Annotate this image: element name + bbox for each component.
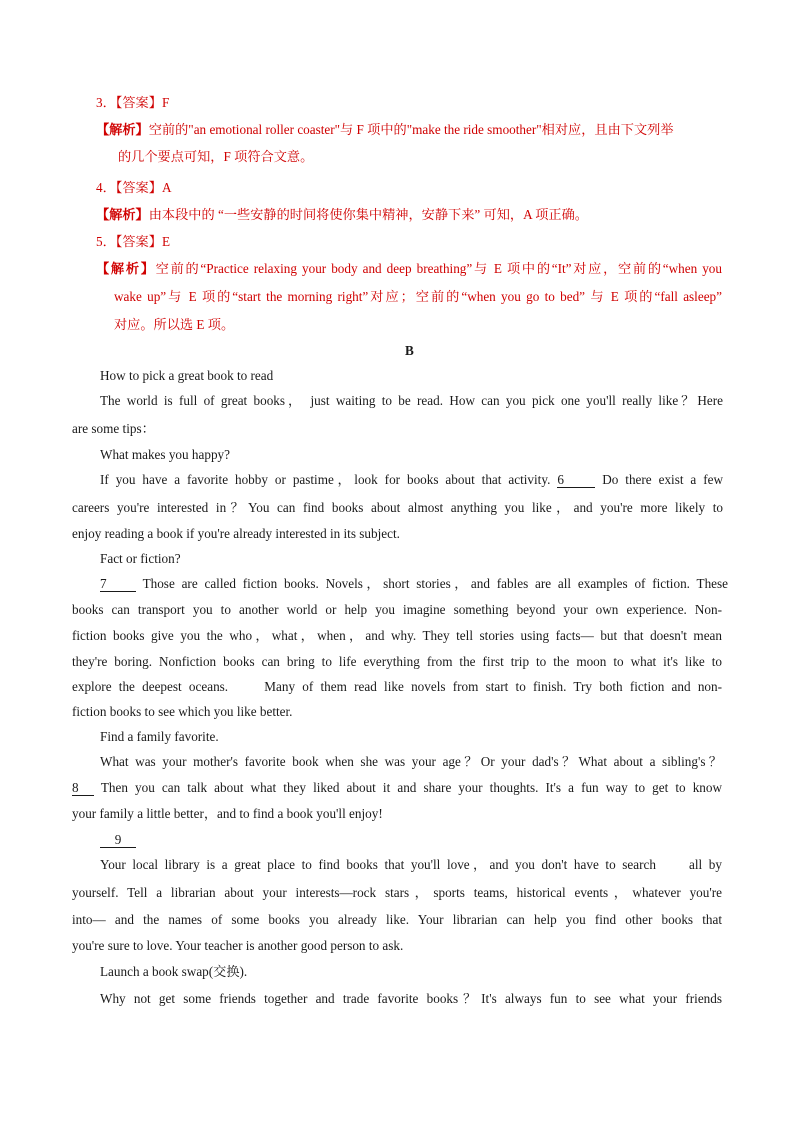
para3-line-1: What was your mother's favorite book when she was your age？Or your dad's？What about a sibling's？ [100, 754, 722, 769]
blank-6: 6 [557, 472, 595, 488]
passage-title: How to pick a great book to read [100, 368, 274, 383]
para1-line-1: If you have a favorite hobby or pastime，look for books about that activity. 6 Do there exist a few [100, 472, 723, 487]
para3-line-2: 8 Then you can talk about what they liked about it and share your thoughts. It's a fun way to get to know [72, 780, 722, 795]
blank-7: 7 [100, 576, 136, 592]
heading-what-makes-you-happy: What makes you happy? [100, 447, 231, 462]
answer-3: 3．【答案】F [96, 95, 170, 110]
analysis-4-line-1: 【解析】由本段中的 “一些安静的时间将使你集中精神，安静下来” 可知，A 项正确。 [96, 207, 588, 222]
para4-line-2: yourself. Tell a librarian about your interests—rock stars，sports teams, historical events，whatever you're [72, 885, 722, 900]
para2-line-3: fiction books give you the who，what，when，and why. They tell stories using facts— but that doesn't mean [72, 628, 722, 643]
para3-line-3: your family a little better，and to find a book you'll enjoy! [72, 806, 383, 821]
analysis-5-line-3: 对应。所以选 E 项。 [114, 317, 235, 332]
blank-9: 9 [100, 832, 136, 848]
para2-line-1: 7 Those are called fiction books. Novels，short stories，and fables are all examples of fiction. These [100, 576, 729, 591]
para2-line-5: explore the deepest oceans. Many of them read like novels from start to finish. Try both fiction and non- [72, 679, 722, 694]
analysis-3-line-1: 【解析】空前的"an emotional roller coaster"与 F 项中的"make the ride smoother"相对应，且由下文列举 [96, 122, 674, 137]
analysis-5-line-1: 【解析】空前的“Practice relaxing your body and deep breathing”与 E 项中的“It”对应，空前的“when you [96, 261, 722, 276]
section-label: B [405, 343, 414, 358]
intro-line-1: The world is full of great books， just waiting to be read. How can you pick one you'll really like？Here [100, 393, 723, 408]
para4-line-4: you're sure to love. Your teacher is another good person to ask. [72, 938, 404, 953]
para1-line-3: enjoy reading a book if you're already interested in its subject. [72, 526, 400, 541]
para2-line-4: they're boring. Nonfiction books can bring to life everything from the first trip to the moon to what it's like to [72, 654, 722, 669]
answer-4: 4．【答案】A [96, 180, 172, 195]
blank-9-line [100, 831, 136, 849]
para5-line-1: Why not get some friends together and trade favorite books？It's always fun to see what your friends [100, 991, 722, 1006]
analysis-5-line-2: wake up”与 E 项的“start the morning right”对应；空前的“when you go to bed” 与 E 项的“fall asleep” [114, 289, 722, 304]
blank-8: 8 [72, 780, 94, 796]
analysis-3-line-2: 的几个要点可知，F 项符合文意。 [118, 149, 314, 164]
para4-line-1: Your local library is a great place to find books that you'll love，and you don't have to search all by [100, 857, 722, 872]
para1-line-2: careers you're interested in？You can find books about almost anything you like，and you're more likely to [72, 500, 723, 515]
heading-family-favorite: Find a family favorite. [100, 729, 219, 744]
para4-line-3: into— and the names of some books you already like. Your librarian can help you find other books that [72, 912, 722, 927]
para2-line-6: fiction books to see which you like better. [72, 704, 293, 719]
answer-5: 5．【答案】E [96, 234, 170, 249]
heading-fact-or-fiction: Fact or fiction? [100, 551, 181, 566]
para2-line-2: books can transport you to another world or help you imagine something beyond your own experience. Non- [72, 602, 722, 617]
intro-line-2: are some tips： [72, 421, 155, 436]
heading-book-swap: Launch a book swap(交换). [100, 964, 248, 979]
